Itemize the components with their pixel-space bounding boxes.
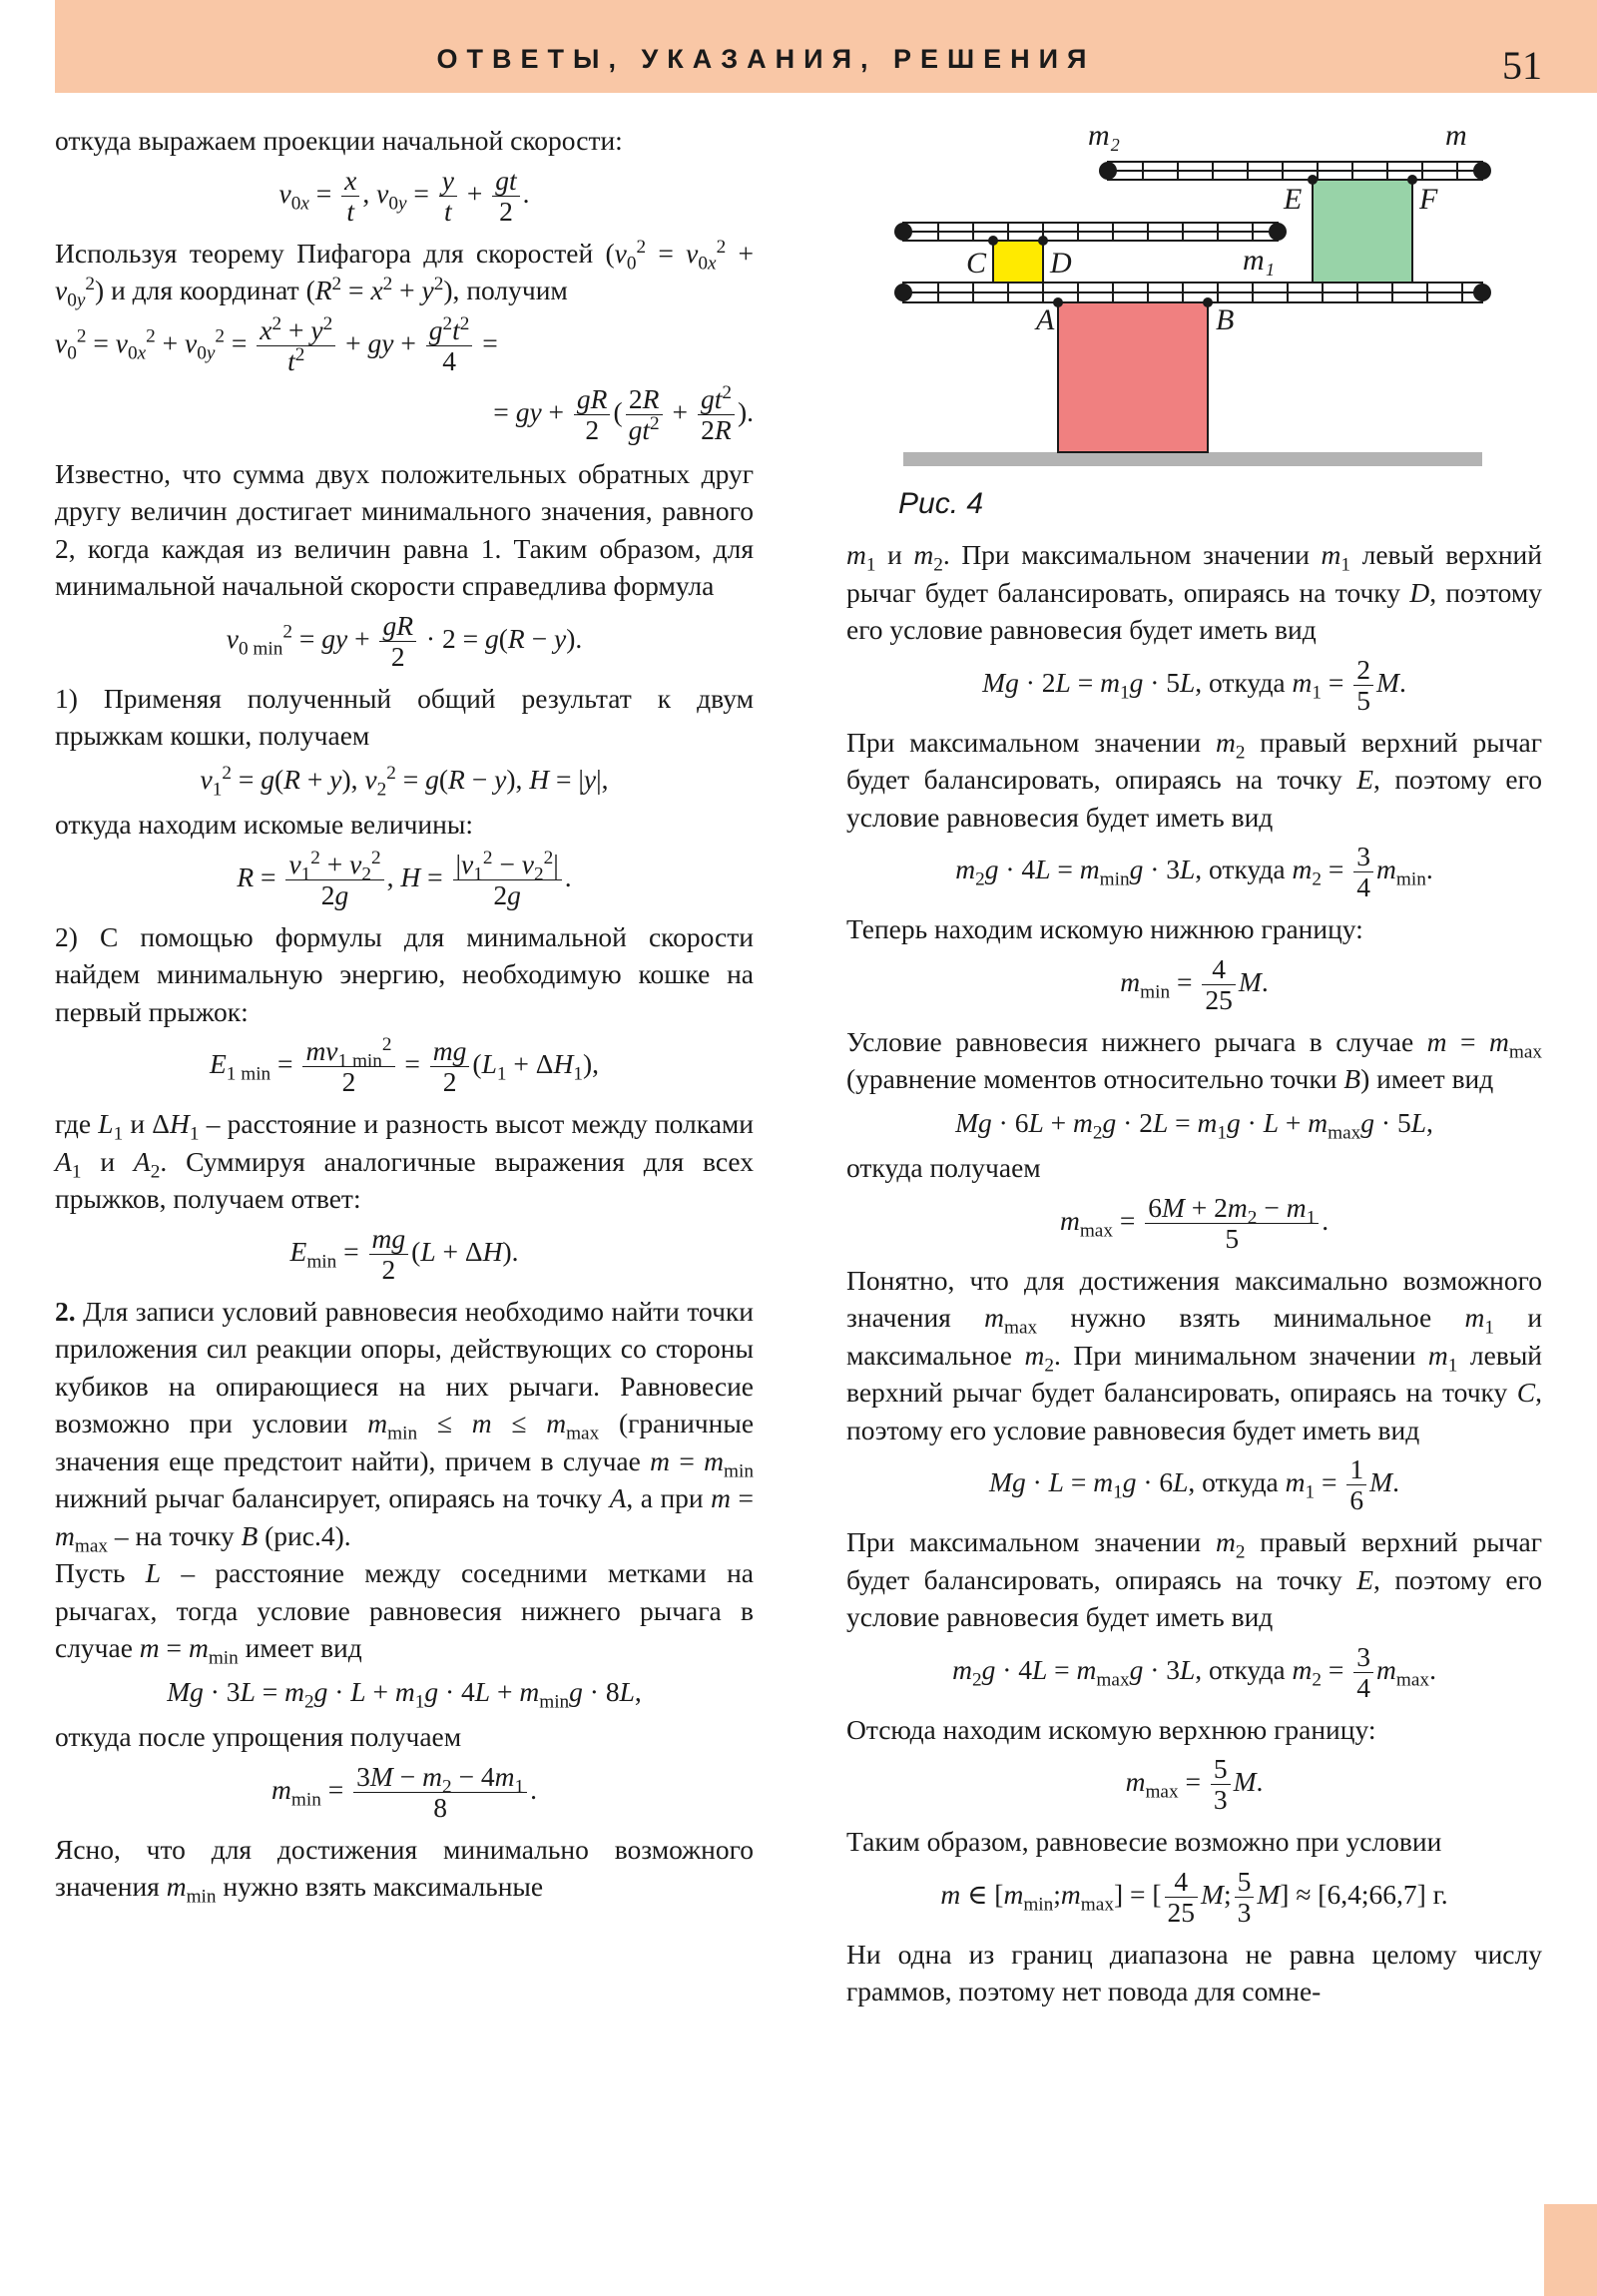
text-block: Используя теорему Пифагора для скоростей $(v_0^2 = v_{0x}^2 + v_{0y}^2)$ и для координат $(R^2 = x^2 + y^2)$, получим — [55, 236, 754, 311]
text-block: откуда выражаем проекции начальной скорости: — [55, 125, 623, 156]
point-d — [1038, 236, 1048, 246]
text-block: Теперь находим искомую нижнюю границу: — [846, 913, 1363, 944]
text-block: Пусть L – расстояние между соседними метками на рычагах, тогда условие равновесия нижнего рычага в случае $m = m_{min}$ имеет вид — [55, 1557, 754, 1669]
text-block: откуда получаем — [846, 1152, 1041, 1183]
label-f: F — [1419, 183, 1438, 216]
header-title: ОТВЕТЫ, УКАЗАНИЯ, РЕШЕНИЯ — [436, 44, 1096, 74]
point-a — [1053, 297, 1063, 307]
equation: m ∈ $[m_{min};m_{max}]$ = [ $\frac{4}{25}$ M; $\frac{5}{3}$ M] ≈ [6,4;66,7] г. — [940, 1865, 1448, 1928]
left-column — [55, 122, 754, 1906]
equation: $Mg \cdot 3L = m_2g \cdot L + m_1g \cdot 4L + m_{min}g \cdot 8L$, — [167, 1675, 642, 1712]
point-e — [1308, 175, 1318, 185]
text-block: 1) Применяя полученный общий результат к двум прыжкам кошки, получаем — [55, 682, 754, 751]
label-e: E — [1284, 183, 1303, 216]
point-c — [988, 236, 998, 246]
equation: $Mg \cdot L = m_1g \cdot 6L$, откуда $m_1$ = $\frac{1}{6}$ M. — [989, 1453, 1399, 1515]
lever-upper-right — [1108, 162, 1482, 180]
text-block: $m_1$ и $m_2$. При максимальном значении $m_1$ левый верхний рычаг будет балансировать, опираясь на точку D, поэтому его условие равновесия будет иметь вид — [846, 539, 1543, 645]
equation: $v_{0 min}^2$ = gy + $\frac{gR}{2}$ · 2 = g(R − y). — [226, 609, 583, 672]
figure-caption: Рис. 4 — [898, 487, 984, 520]
lever-upper-left — [903, 223, 1278, 241]
text-block: 2. Для записи условий равновесия необходимо найти точки приложения сил реакции опоры, действующих со стороны кубиков на опирающиеся на них рычаги. Равновесие возможно при условии $m_{min} \le m \le m_{max}$ (граничные значения еще предстоит найти), причем в случае $m = m_{min}$ нижний рычаг балансирует, опираясь на точку A, а при $m = m_{max}$ – на точку B (рис.4). — [55, 1295, 755, 1556]
equation: $m_2g \cdot 4L = m_{max}g \cdot 3L$, откуда $m_2$ = $\frac{3}{4}$ $m_{max}$. — [952, 1640, 1436, 1703]
lever-bottom — [903, 283, 1482, 302]
label-m: m — [1445, 119, 1467, 152]
page-number: 51 — [1502, 43, 1542, 88]
text-block: Ни одна из границ диапазона не равна целому числу граммов, поэтому нет повода для сомне- — [846, 1938, 1542, 2007]
equation: $Mg \cdot 2L = m_1g \cdot 5L$, откуда $m_1$ = $\frac{2}{5}$ M. — [982, 653, 1406, 716]
equation: $v_0^2 = v_{0x}^2 + v_{0y}^2$ = $\frac{x^2 + y^2}{t^2}$ + gy + $\frac{g^2t^2}{4}$ = — [55, 312, 498, 376]
point-b — [1203, 297, 1213, 307]
text-block: При максимальном значении $m_2$ правый верхний рычаг будет балансировать, опираясь на точку E, поэтому его условие равновесия будет иметь вид — [846, 726, 1543, 833]
equation: $Mg \cdot 6L + m_2g \cdot 2L = m_1g \cdot L + m_{max}g \cdot 5L$, — [955, 1106, 1433, 1143]
text-block: Таким образом, равновесие возможно при условии — [846, 1826, 1442, 1857]
equation: = gy + $\frac{gR}{2}$ ( $\frac{2R}{gt^2}$ + $\frac{gt^2}{2R}$ ). — [493, 381, 754, 445]
label-c: C — [966, 247, 987, 280]
text-block: Ясно, что для достижения минимально возможного значения $m_{min}$ нужно взять максимальные — [55, 1833, 754, 1908]
text-block: откуда после упрощения получаем — [55, 1721, 462, 1752]
equation: $v_{0x}$ = $\frac{x}{t}$ , $v_{0y}$ = $\frac{y}{t}$ + $\frac{gt}{2}$ . — [278, 164, 530, 227]
equation: $E_{min}$ = $\frac{mg}{2}$ (L + ΔH). — [289, 1222, 519, 1285]
label-m2: m₂ — [1088, 119, 1121, 152]
point-f — [1407, 175, 1417, 185]
text-block: Отсюда находим искомую верхнюю границу: — [846, 1713, 1376, 1745]
text-block: Известно, что сумма двух положительных обратных друг другу величин достигает минимального значения, равного 2, когда каждая из величин равна 1. Таким образом, для минимальной начальной скорости справедлива формула — [55, 457, 754, 601]
text-block: где $L_1$ и $\Delta H_1$ – расстояние и разность высот между полками $A_1$ и $A_2$. Суммируя аналогичные выражения для всех прыжков, получаем ответ: — [55, 1108, 755, 1214]
equation: $m_2g \cdot 4L = m_{min}g \cdot 3L$, откуда $m_2$ = $\frac{3}{4}$ $m_{min}$. — [955, 841, 1433, 902]
text-block: 2) С помощью формулы для минимальной скорости найдем минимальную энергию, необходимую кошке на первый прыжок: — [55, 920, 754, 1027]
text-block: Условие равновесия нижнего рычага в случае $m = m_{max}$ (уравнение моментов относительно точки B) имеет вид — [846, 1025, 1542, 1094]
figure-levers-diagram — [878, 115, 1577, 534]
label-a: A — [1036, 303, 1055, 336]
equation: $m_{max}$ = $\frac{6M + 2m_2 - m_1}{5}$ . — [1059, 1191, 1330, 1254]
cube-large — [1058, 302, 1208, 452]
equation: $v_1^2 = g(R + y)$, $v_2^2 = g(R - y)$, H = |y|, — [200, 762, 609, 800]
equation: $E_{1 min}$ = $\frac{mv_{1 min}^2}{2}$ = $\frac{mg}{2}$ $(L_1 + \Delta H_1)$, — [209, 1033, 600, 1097]
label-b: B — [1216, 303, 1235, 336]
text-block: откуда находим искомые величины: — [55, 809, 473, 840]
text-block: При максимальном значении $m_2$ правый верхний рычаг будет балансировать, опираясь на точку E, поэтому его условие равновесия будет иметь вид — [846, 1526, 1543, 1632]
equation: R = $\frac{v_1^2 + v_2^2}{2g}$ , H = $\frac{|v_1^2 - v_2^2|}{2g}$ . — [237, 847, 572, 910]
label-d: D — [1050, 247, 1072, 280]
text-block: Понятно, что для достижения максимально возможного значения $m_{max}$ нужно взять минимальное $m_1$ и максимальное $m_2$. При минимальном значении $m_1$ левый верхний рычаг будет балансировать, опираясь на точку C, поэтому его условие равновесия будет иметь вид — [846, 1264, 1543, 1445]
equation: $m_{min}$ = $\frac{3M - m_2 - 4m_1}{8}$ . — [271, 1760, 537, 1823]
running-header — [55, 0, 1597, 93]
floor — [903, 452, 1482, 466]
right-column — [846, 536, 1542, 2010]
equation: $m_{min}$ = $\frac{4}{25}$ M. — [1120, 952, 1269, 1015]
equation: $m_{max}$ = $\frac{5}{3}$ M. — [1125, 1753, 1264, 1815]
cube-medium — [1313, 180, 1412, 283]
label-m1: m₁ — [1243, 244, 1276, 277]
corner-accent-bar — [1544, 2204, 1597, 2296]
